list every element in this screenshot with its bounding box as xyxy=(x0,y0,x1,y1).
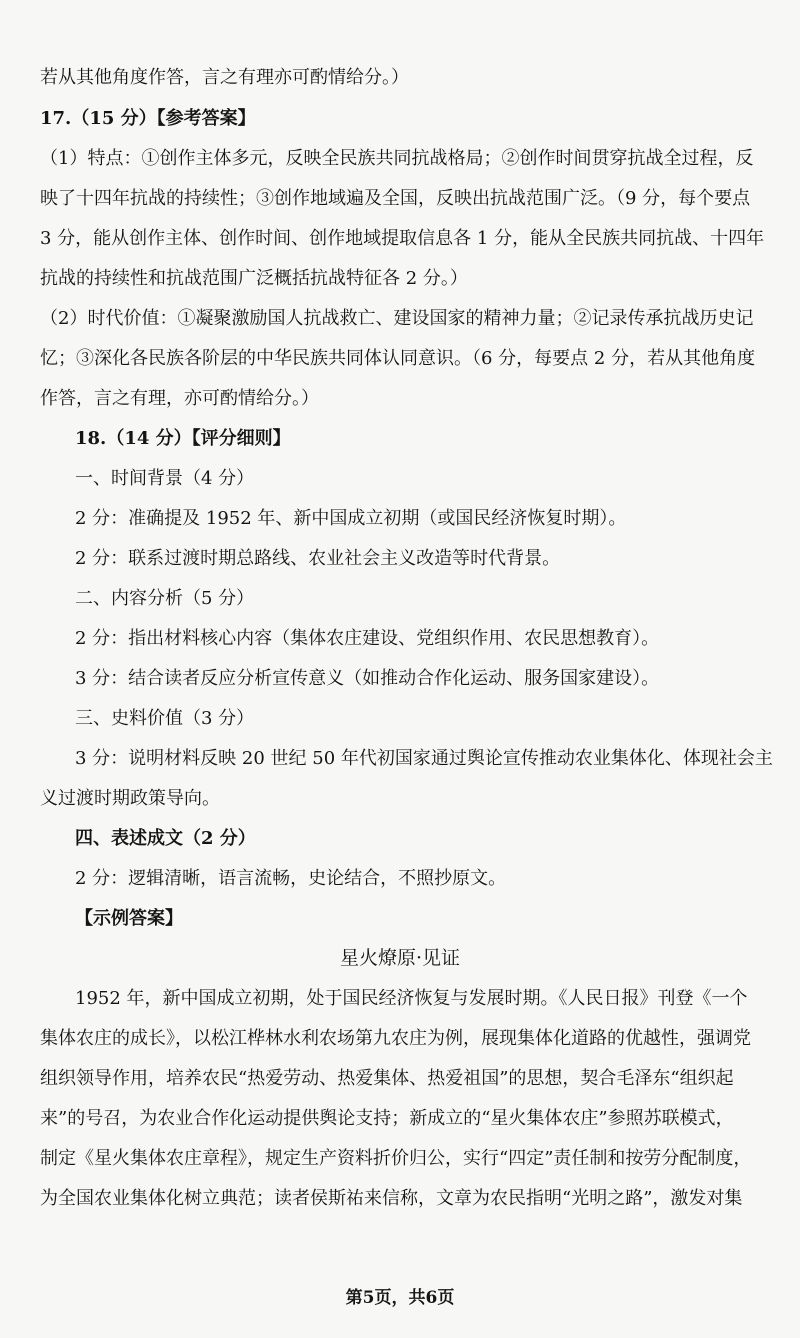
essay-title: 星火燎原·见证 xyxy=(339,947,461,969)
q17-part2-line-1: （2）时代价值：①凝聚激励国人抗战救亡、建设国家的精神力量；②记录传承抗战历史记 xyxy=(40,308,754,329)
q18-item-7: 三、史料价值（3 分） xyxy=(75,708,255,729)
q17-part1-line-1: （1）特点：①创作主体多元，反映全民族共同抗战格局；②创作时间贯穿抗战全过程，反 xyxy=(40,148,754,169)
q17-part1-line-3: 3 分，能从创作主体、创作时间、创作地域提取信息各 1 分，能从全民族共同抗战、十四年 xyxy=(40,228,765,249)
q17-part2-line-3: 作答，言之有理，亦可酌情给分。） xyxy=(40,388,319,409)
example-answer-label: 【示例答案】 xyxy=(75,908,183,929)
page-number-footer: 第5页，共6页 xyxy=(345,1288,455,1308)
essay-line-4: 来”的号召，为农业合作化运动提供舆论支持；新成立的“星火集体农庄”参照苏联模式， xyxy=(40,1108,734,1129)
q18-item-10: 四、表述成文（2 分） xyxy=(75,828,256,849)
essay-line-5: 制定《星火集体农庄章程》，规定生产资料折价归公，实行“四定”责任制和按劳分配制度， xyxy=(40,1148,752,1169)
q16-tail-line: 若从其他角度作答，言之有理亦可酌情给分。） xyxy=(40,67,409,88)
q18-item-5: 2 分：指出材料核心内容（集体农庄建设、党组织作用、农民思想教育）。 xyxy=(75,628,660,649)
q18-item-6: 3 分：结合读者反应分析宣传意义（如推动合作化运动、服务国家建设）。 xyxy=(75,668,660,689)
q18-item-1: 一、时间背景（4 分） xyxy=(75,468,255,489)
essay-line-6: 为全国农业集体化树立典范；读者侯斯祐来信称，文章为农民指明“光明之路”，激发对集 xyxy=(40,1188,743,1209)
q18-item-4: 二、内容分析（5 分） xyxy=(75,588,255,609)
q18-item-9: 义过渡时期政策导向。 xyxy=(40,788,220,809)
q18-item-2: 2 分：准确提及 1952 年、新中国成立初期（或国民经济恢复时期）。 xyxy=(75,508,627,529)
q18-item-11: 2 分：逻辑清晰，语言流畅，史论结合，不照抄原文。 xyxy=(75,868,507,889)
q18-item-8: 3 分：说明材料反映 20 世纪 50 年代初国家通过舆论宣传推动农业集体化、体现社会主 xyxy=(75,748,773,769)
q17-header: 17.（15 分）【参考答案】 xyxy=(40,108,256,129)
q18-item-3: 2 分：联系过渡时期总路线、农业社会主义改造等时代背景。 xyxy=(75,548,561,569)
essay-line-3: 组织领导作用，培养农民“热爱劳动、热爱集体、热爱祖国”的思想，契合毛泽东“组织起 xyxy=(40,1068,734,1089)
q18-header: 18.（14 分）【评分细则】 xyxy=(75,428,291,449)
essay-line-1: 1952 年，新中国成立初期，处于国民经济恢复与发展时期。《人民日报》刊登《一个 xyxy=(75,988,748,1009)
q17-part1-line-2: 映了十四年抗战的持续性；③创作地域遍及全国，反映出抗战范围广泛。（9 分，每个要点 xyxy=(40,188,751,209)
q17-part1-line-4: 抗战的持续性和抗战范围广泛概括抗战特征各 2 分。） xyxy=(40,268,468,289)
q17-part2-line-2: 忆；③深化各民族各阶层的中华民族共同体认同意识。（6 分，每要点 2 分，若从其他角度 xyxy=(40,348,756,369)
essay-line-2: 集体农庄的成长》，以松江桦林水利农场第九农庄为例，展现集体化道路的优越性，强调党 xyxy=(40,1028,751,1049)
